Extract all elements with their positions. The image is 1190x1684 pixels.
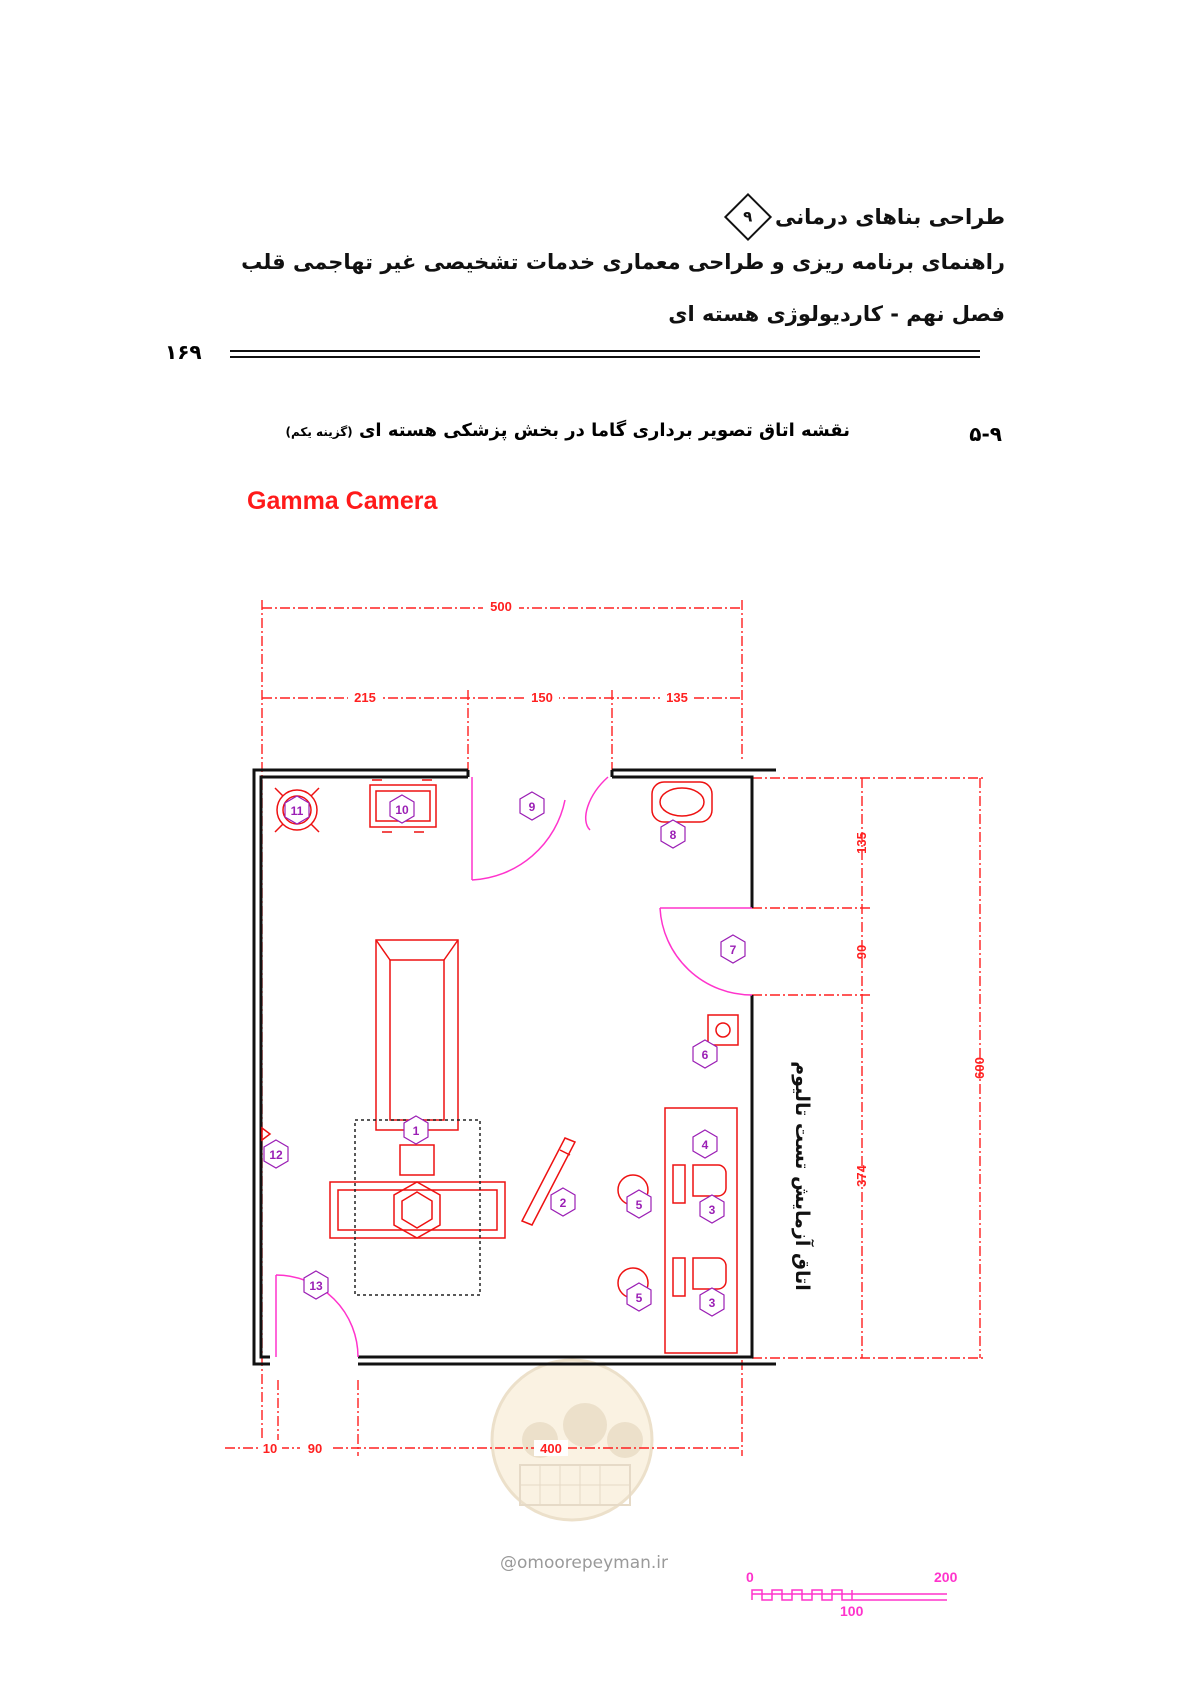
dim-right-door: 90 [854,944,869,960]
scale-mid: 100 [840,1603,864,1619]
tag-8: 8 [669,828,677,842]
book-title-text: طراحی بناهای درمانی [775,205,1005,229]
figure-label: Gamma Camera [247,487,438,515]
scale-end: 200 [934,1569,958,1585]
figure-number: ۵-۹ [969,422,1002,446]
walls [254,770,776,1364]
tag-11: 11 [290,804,304,818]
tag-9: 9 [528,800,536,814]
figure-option: (گزینه یکم) [285,425,353,439]
dimension-lines [225,600,985,1456]
tag-6: 6 [701,1048,709,1062]
dim-total-width: 500 [490,599,512,614]
tag-4: 4 [701,1138,709,1152]
furniture [262,780,738,1353]
dim-top-right: 135 [666,690,688,705]
imaging-table [376,940,458,1130]
chapter-title: فصل نهم - کاردیولوژی هسته ای [668,302,1005,326]
scale-bar [752,1590,947,1600]
tag-5b: 5 [635,1291,643,1305]
dim-bottom-door: 90 [307,1441,323,1456]
tag-1: 1 [412,1124,420,1138]
watermark-url: @omoorepeyman.ir [500,1553,669,1573]
dim-right-top: 135 [854,832,869,854]
door-9-swing [472,800,565,880]
chapter-badge-number: ۹ [743,208,753,226]
dim-top-left: 215 [354,690,376,705]
hot-box [708,1015,738,1045]
watermark-seal [492,1360,652,1520]
adjacent-room-label: اتاق آزمایش تست تالیوم [791,1061,813,1291]
tag-10: 10 [395,803,409,817]
doors [276,777,752,1357]
dimension-labels [258,598,987,1456]
page-number: ۱۶۹ [165,340,202,364]
book-subtitle: راهنمای برنامه ریزی و طراحی معماری خدمات تشخیصی غیر تهاجمی قلب [241,250,1005,274]
dim-total-height: 600 [972,1057,987,1079]
tag-7: 7 [729,943,737,957]
tag-3b: 3 [708,1296,716,1310]
dim-right-bottom: 374 [854,1165,869,1187]
tag-2: 2 [559,1196,567,1210]
dim-top-door: 150 [531,690,553,705]
scale-start: 0 [746,1569,754,1585]
camera-clearance-zone [355,1120,480,1295]
tag-3a: 3 [708,1203,716,1217]
dim-bottom-wall: 10 [262,1441,278,1456]
figure-title-text: نقشه اتاق تصویر برداری گاما در بخش پزشکی هسته ای [358,420,850,441]
wall-unit-12 [262,1128,270,1140]
dim-bottom-rest: 400 [540,1441,562,1456]
tag-12: 12 [269,1148,283,1162]
tag-5a: 5 [635,1198,643,1212]
tag-13: 13 [309,1279,323,1293]
